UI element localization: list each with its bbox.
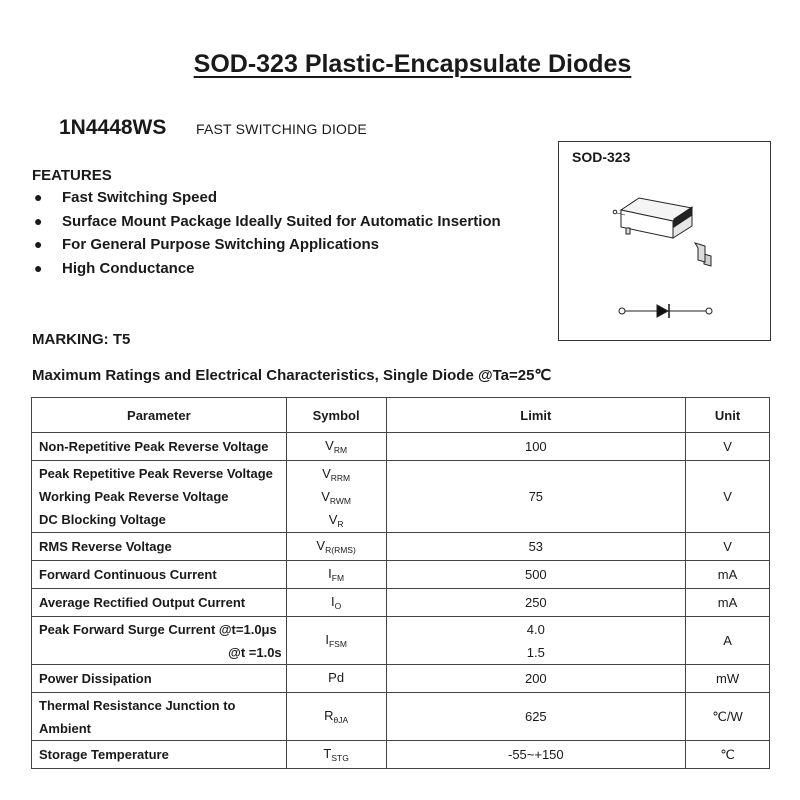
bullet-icon: ● (34, 212, 43, 229)
bullet-icon: ● (34, 236, 43, 252)
feature-item: ● High Conductance (34, 259, 195, 277)
table-row: Average Rectified Output Current $I_O$ 250 mA (32, 589, 770, 617)
features-list (32, 189, 501, 283)
table-row: Storage Temperature $T_{STG}$ -55~+150 ℃ (32, 741, 770, 769)
table-row: RMS Reverse Voltage $V_{R(RMS)}$ 53 V (32, 533, 770, 561)
ratings-heading: Maximum Ratings and Electrical Characteristics, Single Diode @Ta=25℃ (32, 367, 552, 384)
diode-symbol-icon (619, 304, 712, 318)
table-row: Forward Continuous Current $I_{FM}$ 500 mA (32, 561, 770, 589)
feature-item: ● For General Purpose Switching Applications (34, 236, 379, 253)
ratings-table (31, 397, 770, 769)
bullet-icon: ● (34, 189, 43, 205)
package-drawing (559, 142, 772, 342)
part-number: 1N4448WS (59, 116, 167, 139)
feature-item: ● Fast Switching Speed (34, 189, 218, 206)
table-header-row (32, 398, 770, 433)
package-label: SOD-323 (572, 149, 631, 165)
sod323-package-icon (613, 198, 711, 266)
table-row: Non-Repetitive Peak Reverse Voltage $V_{RM}$ 100 V (32, 433, 770, 461)
header-unit: Unit (686, 398, 770, 433)
marking-label: MARKING: T5 (32, 331, 131, 348)
document-title: SOD-323 Plastic-Encapsulate Diodes (193, 50, 632, 78)
package-box (558, 141, 771, 341)
table-row: Peak Forward Surge Current @t=1.0μs @t =1.0s $I_{FSM}$ 4.0 1.5 A (32, 617, 770, 665)
feature-item: ● Surface Mount Package Ideally Suited for Automatic Insertion (34, 212, 501, 230)
table-row: Power Dissipation Pd 200 mW (32, 665, 770, 693)
features-heading: FEATURES (32, 167, 112, 184)
header-symbol: Symbol (286, 398, 386, 433)
bullet-icon: ● (34, 259, 43, 276)
table-row: Peak Repetitive Peak Reverse Voltage Working Peak Reverse Voltage DC Blocking Voltage $V_{RRM}$ $V_{RWM}$ $V_R$ 75 V (32, 461, 770, 533)
header-parameter: Parameter (32, 398, 287, 433)
header-limit: Limit (386, 398, 686, 433)
table-row: Thermal Resistance Junction to Ambient $R_{\theta JA}$ 625 ℃/W (32, 693, 770, 741)
part-description: FAST SWITCHING DIODE (196, 121, 367, 137)
